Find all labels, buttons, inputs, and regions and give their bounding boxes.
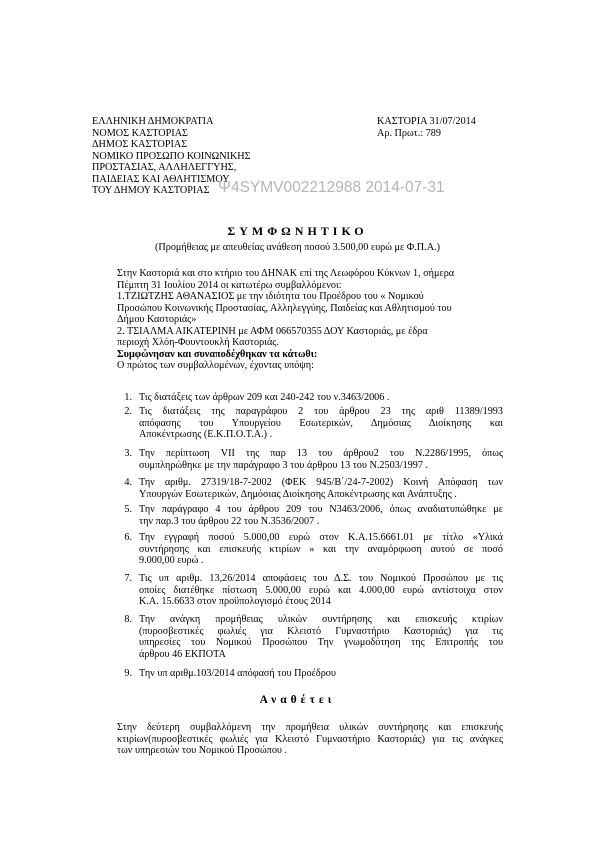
list-item-line: συμπληρώθηκε με την παράγραφο 3 του άρθρου 13 του Ν.2503/1997 . <box>139 459 429 471</box>
list-item-line: Τις διατάξεις της παραγράφου 2 του άρθρου 23 της αριθ 11389/1993 <box>139 406 503 417</box>
list-item-number: 7. <box>124 573 132 584</box>
intro-line: Στην Καστοριά και στο κτήριο του ΔΗΝΑΚ επί της Λεωφόρου Κύκνων 1, σήμερα <box>117 268 455 279</box>
list-item-line: Την αριθμ. 27319/18-7-2002 (ΦΕΚ 945/Β΄/24-7-2002) Κοινή Απόφαση των <box>139 477 503 488</box>
list-item-number: 5. <box>124 504 132 515</box>
issuer-line: ΕΛΛΗΝΙΚΗ ΔΗΜΟΚΡΑΤΙΑ <box>92 116 214 127</box>
list-item-line: υπηρεσίες του Νομικού Προσώπου Την γνωμοδότηση της Επιτροπής του <box>139 637 503 648</box>
list-item-line: Τις διατάξεις των άρθρων 209 και 240-242 του ν.3463/2006 . <box>139 392 390 403</box>
closing-line: κτιρίων(πυροσβεστικές φωλιές για Κλειστό Γυμναστήριο Καστοριάς) για τις ανάγκες <box>117 733 503 745</box>
list-item-number: 9. <box>124 668 132 679</box>
list-item-text <box>139 532 503 567</box>
list-item-line: Την παράγραφο 4 του άρθρου 209 του Ν3463/2006, όπως αναδιατυπώθηκε με <box>139 504 503 515</box>
closing-line: των υπηρεσιών του Νομικού Προσώπου . <box>117 745 288 756</box>
list-item-line: συντήρησης και επισκευής κτιρίων » και την αναμόρφωση αυτού σε ποσό <box>139 543 503 555</box>
protocol-number: Αρ. Πρωτ.: 789 <box>377 127 441 139</box>
closing-line: Στην δεύτερη συμβαλλόμενη την προμήθεια υλικών συντήρησης και επισκευής <box>117 722 503 733</box>
list-item-line: Αποκέντρωσης (Ε.Κ.Π.Ο.Τ.Α.) . <box>139 429 273 440</box>
party-1-line: Προσώπου Κοινωνικής Προστασίας, Αλληλεγγύης, Παιδείας και Αθλητισμού του <box>117 302 452 314</box>
list-item-line: οποίες διατέθηκε πίστωση 5.000,00 ευρώ και 4.000,00 ευρώ αντίστοιχα στον <box>139 584 503 596</box>
list-item-line: άρθρου 46 ΕΚΠΟΤΑ <box>139 648 226 660</box>
list-item-text <box>139 504 503 527</box>
issuer-line: ΠΑΙΔΕΙΑΣ ΚΑΙ ΑΘΛΗΤΙΣΜΟΥ <box>92 173 230 185</box>
assignment-heading: Αναθέτει <box>259 694 336 706</box>
place-date: ΚΑΣΤΟΡΙΑ 31/07/2014 <box>377 116 476 127</box>
list-item-number: 6. <box>124 532 132 543</box>
party-2-line: περιοχή Χλόη-Φουντουκλή Καστοριάς. <box>117 337 279 348</box>
first-party-line: Ο πρώτος των συμβαλλομένων, έχοντας υπόψη: <box>117 360 314 371</box>
agreement-heading: Συμφώνησαν και συναποδέχθηκαν τα κάτωθι: <box>117 348 318 360</box>
party-1-line: Δήμου Καστοριάς» <box>117 314 197 325</box>
party-2-line: 2. ΤΣΙΑΛΜΑ ΑΙΚΑΤΕΡΙΝΗ με ΑΦΜ 066570355 ΔΟΥ Καστοριάς, με έδρα <box>117 325 428 337</box>
list-item-text <box>139 668 503 680</box>
list-item-text <box>139 448 503 471</box>
issuer-line: ΝΟΜΙΚΟ ΠΡΟΣΩΠΟ ΚΟΙΝΩΝΙΚΗΣ <box>92 150 251 162</box>
list-item-line: απόφασης του Υπουργείου Εσωτερικών, Δημόσιας Διοίκησης και <box>139 417 503 429</box>
list-item-line: Τις υπ αριθμ. 13,26/2014 αποφάσεις του Δ.Σ. του Νομικού Προσώπου με τις <box>139 573 503 584</box>
list-item-text <box>139 406 503 441</box>
document-subtitle: (Προμήθειας με απευθείας ανάθεση ποσού 3.500,00 ευρώ με Φ.Π.Α.) <box>154 242 440 253</box>
list-item-line: την παρ.3 του άρθρου 22 του Ν.3536/2007 . <box>139 515 320 527</box>
issuer-line: ΤΟΥ ΔΗΜΟΥ ΚΑΣΤΟΡΙΑΣ <box>92 185 210 196</box>
list-item-line: 9.000,00 ευρώ . <box>139 555 204 566</box>
list-item-line: Την εγγραφή ποσού 5.000,00 ευρώ στον Κ.Α.15.6661.01 με τίτλο «Υλικά <box>139 532 503 543</box>
party-1-line: 1.ΤΖΙΩΤΖΗΣ ΑΘΑΝΑΣΙΟΣ με την ιδιότητα του Προέδρου του « Νομικού <box>117 291 424 302</box>
ada-watermark: Ψ4SYMV002212988 2014-07-31 <box>218 179 445 196</box>
date-protocol-block <box>377 116 476 139</box>
list-item-text <box>139 614 503 660</box>
list-item-line: Κ.Α. 15.6633 στον προϋπολογισμό έτους 2014 <box>139 596 331 607</box>
list-item-line: Την υπ αριθμ.103/2014 απόφασή του Προέδρου <box>139 668 336 679</box>
list-item-number: 3. <box>124 448 132 459</box>
closing-paragraph <box>117 722 503 757</box>
list-item-text <box>139 573 503 608</box>
list-item-line: (πυροσβεστικές φωλιές για Κλειστό Γυμναστήριο Καστοριάς) για τις <box>139 625 503 637</box>
list-item-text <box>139 477 503 500</box>
issuer-line: ΔΗΜΟΣ ΚΑΣΤΟΡΙΑΣ <box>92 139 188 150</box>
issuer-line: ΝΟΜΟΣ ΚΑΣΤΟΡΙΑΣ <box>92 127 188 139</box>
list-item-line: Υπουργών Εσωτερικών, Δημόσιας Διοίκησης Αποκέντρωσης και Ανάπτυξης . <box>139 488 457 500</box>
list-item-line: Την ανάγκη προμήθειας υλικών συντήρησης και επισκευής κτιρίων <box>139 614 503 625</box>
intro-paragraph <box>117 268 503 372</box>
list-item-number: 1. <box>124 392 132 403</box>
list-item-line: Την περίπτωση VII της παρ 13 του άρθρου2 του Ν.2286/1995, όπως <box>139 448 503 459</box>
document-title: ΣΥΜΦΩΝΗΤΙΚΟ <box>227 224 368 238</box>
issuer-line: ΠΡΟΣΤΑΣΙΑΣ, ΑΛΛΗΛΕΓΓΥΗΣ, <box>92 162 237 173</box>
intro-line: Πέμπτη 31 Ιουλίου 2014 οι κατωτέρω συμβαλλόμενοι: <box>117 279 342 291</box>
list-item-number: 4. <box>124 477 132 488</box>
list-item-text <box>139 392 503 404</box>
list-item-number: 2. <box>124 406 132 417</box>
list-item-number: 8. <box>124 614 132 625</box>
